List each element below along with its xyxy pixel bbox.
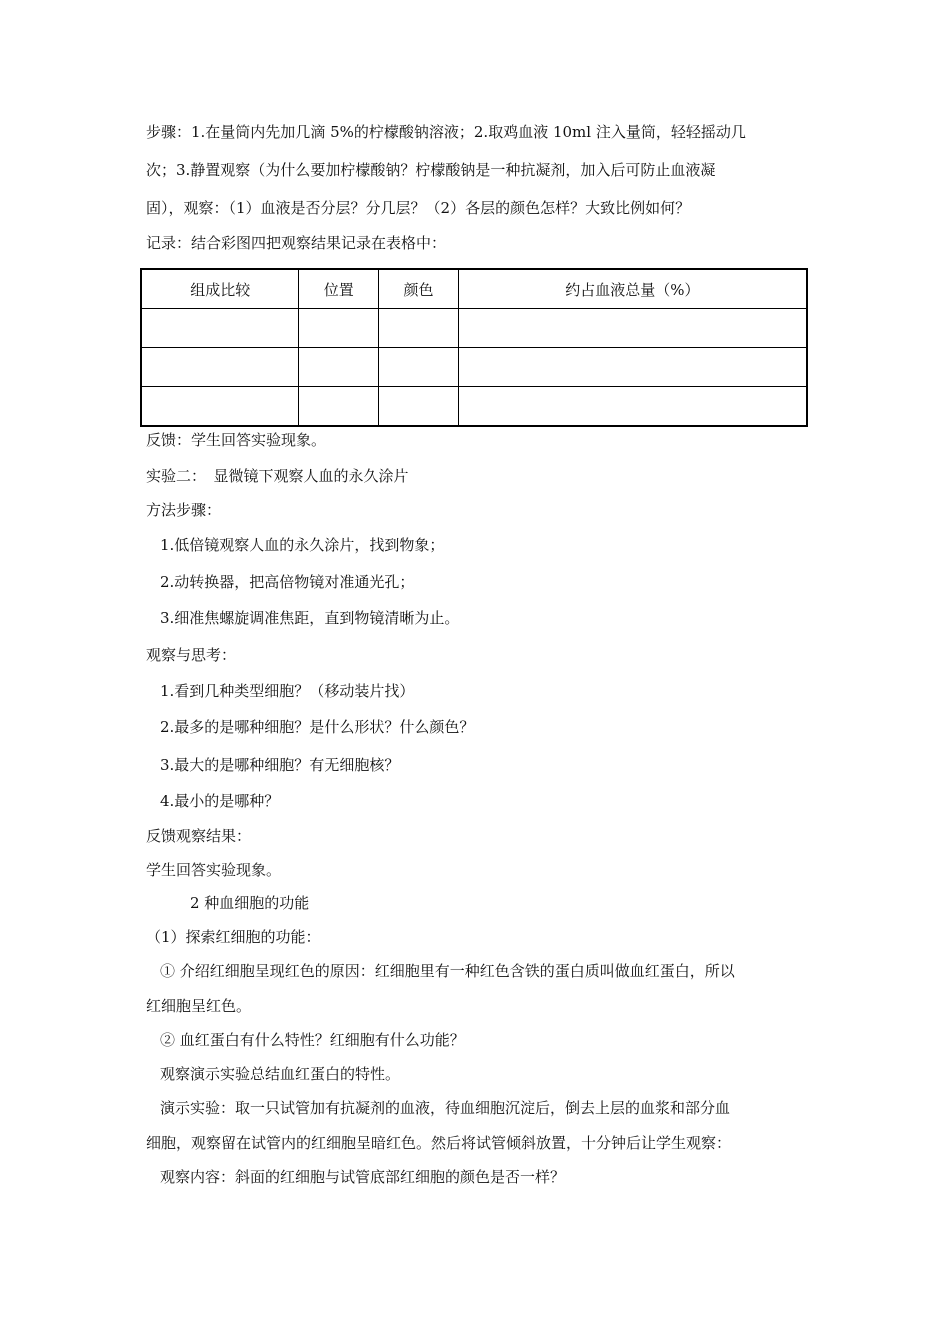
table-cell [379, 309, 459, 348]
table-row [141, 387, 807, 427]
text-line: 次；3.静置观察（为什么要加柠檬酸钠？柠檬酸钠是一种抗凝剂，加入后可防止血液凝 [146, 161, 716, 179]
text-line: 方法步骤： [146, 501, 222, 519]
header-color: 颜色 [379, 269, 459, 309]
text-line: 观察演示实验总结血红蛋白的特性。 [160, 1065, 401, 1083]
table-cell [379, 348, 459, 387]
text-line: 演示实验：取一只试管加有抗凝剂的血液，待血细胞沉淀后，倒去上层的血浆和部分血 [160, 1099, 731, 1117]
table-cell [141, 387, 299, 427]
text-line: 实验二： 显微镜下观察人血的永久涂片 [146, 467, 409, 485]
text-line: 观察与思考： [146, 646, 237, 664]
record-table [140, 268, 808, 427]
table-cell [299, 348, 379, 387]
table-cell [299, 309, 379, 348]
text-line: （1）探索红细胞的功能： [146, 928, 321, 946]
table-cell [458, 348, 807, 387]
table-row [141, 348, 807, 387]
text-line: 记录：结合彩图四把观察结果记录在表格中： [146, 234, 447, 252]
table-cell [458, 387, 807, 427]
text-line: ① 介绍红细胞呈现红色的原因：红细胞里有一种红色含铁的蛋白质叫做血红蛋白，所以 [160, 962, 735, 980]
text-line: 细胞，观察留在试管内的红细胞呈暗红色。然后将试管倾斜放置，十分钟后让学生观察： [146, 1134, 732, 1152]
list-item: 2.动转换器，把高倍物镜对准通光孔； [160, 573, 415, 591]
list-item: 1.看到几种类型细胞？（移动装片找） [160, 682, 415, 700]
list-item: 1.低倍镜观察人血的永久涂片，找到物象； [160, 536, 445, 554]
header-percentage: 约占血液总量（%） [458, 269, 807, 309]
header-composition: 组成比较 [141, 269, 299, 309]
text-line: 固），观察：（1）血液是否分层？分几层？（2）各层的颜色怎样？大致比例如何？ [146, 199, 691, 217]
text-line: 学生回答实验现象。 [146, 861, 282, 879]
list-item: 2.最多的是哪种细胞？是什么形状？什么颜色？ [160, 718, 475, 736]
table-row [141, 309, 807, 348]
table-cell [141, 348, 299, 387]
list-item: 4.最小的是哪种？ [160, 792, 280, 810]
text-line: ② 血红蛋白有什么特性？红细胞有什么功能？ [160, 1031, 465, 1049]
section-heading: 2 种血细胞的功能 [190, 894, 310, 912]
list-item: 3.细准焦螺旋调准焦距，直到物镜清晰为止。 [160, 609, 460, 627]
table-cell [379, 387, 459, 427]
text-line: 反馈观察结果： [146, 827, 252, 845]
text-line: 步骤：1.在量筒内先加几滴 5%的柠檬酸钠溶液；2.取鸡血液 10ml 注入量筒，轻轻摇动几 [146, 123, 746, 141]
text-line: 反馈：学生回答实验现象。 [146, 431, 327, 449]
table-cell [458, 309, 807, 348]
table-header-row [141, 269, 807, 309]
table-cell [141, 309, 299, 348]
list-item: 3.最大的是哪种细胞？有无细胞核？ [160, 756, 400, 774]
header-position: 位置 [299, 269, 379, 309]
text-line: 红细胞呈红色。 [146, 997, 252, 1015]
table-cell [299, 387, 379, 427]
text-line: 观察内容：斜面的红细胞与试管底部红细胞的颜色是否一样？ [160, 1168, 566, 1186]
